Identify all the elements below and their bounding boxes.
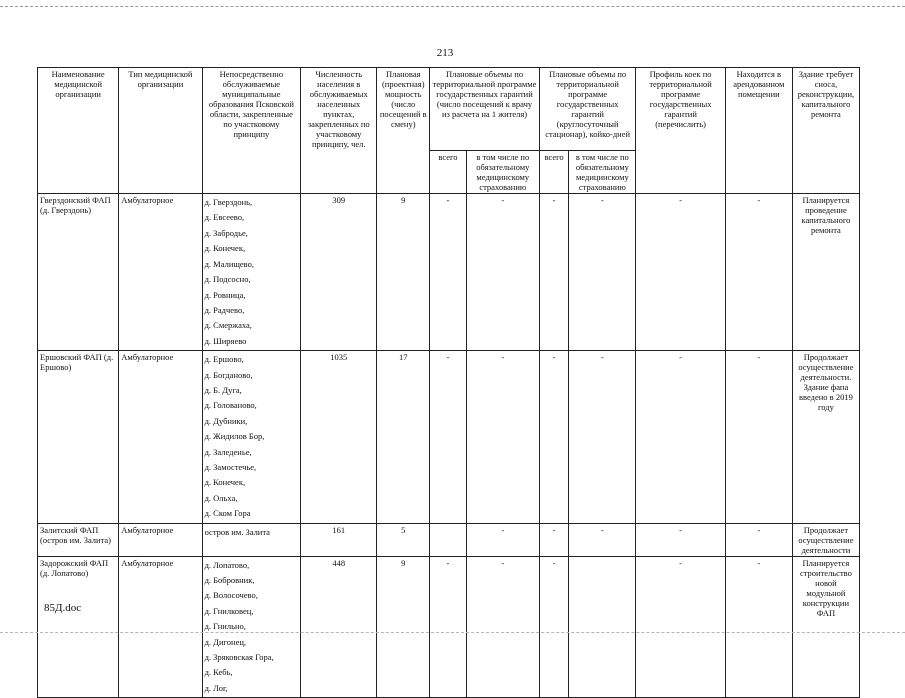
capacity-value: 9 xyxy=(377,556,430,698)
inpatient-total-value: - xyxy=(539,351,568,523)
location: д. Ском Гора xyxy=(204,508,251,519)
location: д. Волосочево, xyxy=(204,590,258,601)
location: д. Ольха, xyxy=(204,492,238,503)
header-population: Численность населения в обслуживаемых населенных пунктах, закрепленных по участковому принципу, чел. xyxy=(301,68,377,194)
location: д. Конечек, xyxy=(204,243,246,254)
bed-profile-value: - xyxy=(636,556,725,698)
location: д. Голованово, xyxy=(204,400,257,411)
location-list xyxy=(202,351,301,523)
file-name-footer: 85Д.doc xyxy=(44,602,82,614)
location-list xyxy=(202,194,301,351)
inpatient-oms-value: - xyxy=(569,523,636,556)
header-inpatient-volumes: Плановые объемы по территориальной программе государственных гарантий (круглосуточный стационар), койко-дней xyxy=(539,68,636,151)
page-number: 213 xyxy=(436,47,454,59)
location: д. Б. Дуга, xyxy=(204,384,242,395)
visits-oms-value: - xyxy=(466,194,539,351)
population-value: 1035 xyxy=(301,351,377,523)
header-capacity: Плановая (проектная) мощность (число посещений в смену) xyxy=(377,68,430,194)
population-value: 161 xyxy=(301,523,377,556)
bed-profile-value: - xyxy=(636,523,725,556)
subheader-visits-oms: в том числе по обязательному медицинскому страхованию xyxy=(466,151,539,194)
location-list xyxy=(202,556,301,698)
location: д. Лог, xyxy=(204,682,228,693)
location: д. Евсеево, xyxy=(204,212,245,223)
population-value: 309 xyxy=(301,194,377,351)
visits-oms-value: - xyxy=(466,523,539,556)
table-row xyxy=(38,523,860,556)
org-name: Задорожский ФАП (д. Лопатово) xyxy=(38,556,119,698)
visits-total-value: - xyxy=(430,194,467,351)
visits-oms-value: - xyxy=(466,556,539,698)
org-type: Амбулаторное xyxy=(119,351,202,523)
facilities-table xyxy=(37,67,860,698)
header-bed-profile: Профиль коек по территориальной программе государственных гарантий (перечислить) xyxy=(636,68,725,194)
header-visit-volumes: Плановые объемы по территориальной программе государственных гарантий (число посещений к врачу из расчета на 1 жителя) xyxy=(430,68,540,151)
population-value: 448 xyxy=(301,556,377,698)
building-status-value: Продолжает осуществление деятельности. Здание фапа введено в 2019 году xyxy=(792,351,859,523)
rented-value: - xyxy=(725,351,792,523)
visits-total-value: - xyxy=(430,556,467,698)
subheader-visits-total: всего xyxy=(430,151,467,194)
org-type: Амбулаторное xyxy=(119,194,202,351)
location: д. Зряковская Гора, xyxy=(204,652,274,663)
header-organization-type: Тип медицинской организации xyxy=(119,68,202,194)
inpatient-total-value: - xyxy=(539,523,568,556)
location: д. Кебь, xyxy=(204,667,233,678)
org-name: Ершовский ФАП (д. Ершово) xyxy=(38,351,119,523)
building-status-value: Планируется проведение капитального ремонта xyxy=(792,194,859,351)
location: остров им. Залита xyxy=(204,526,270,537)
location: д. Смержаха, xyxy=(204,320,252,331)
location: д. Подсосно, xyxy=(204,274,251,285)
header-organization-name: Наименование медицинской организации xyxy=(38,68,119,194)
inpatient-oms-value: - xyxy=(569,194,636,351)
location: д. Замостечье, xyxy=(204,461,257,472)
location: д. Ершово, xyxy=(204,354,244,365)
location: д. Гнильно, xyxy=(204,621,246,632)
visits-total-value: - xyxy=(430,351,467,523)
location: д. Дубники, xyxy=(204,415,248,426)
rented-value: - xyxy=(725,556,792,698)
scan-edge-bottom xyxy=(0,632,905,633)
location: д. Дигонец, xyxy=(204,636,247,647)
rented-value: - xyxy=(725,194,792,351)
location: д. Конечек, xyxy=(204,477,246,488)
location: д. Богданово, xyxy=(204,369,253,380)
inpatient-total-value: - xyxy=(539,556,568,698)
location: д. Забродье, xyxy=(204,227,248,238)
location: д. Малищево, xyxy=(204,258,255,269)
location: д. Радчево, xyxy=(204,304,245,315)
rented-value: - xyxy=(725,523,792,556)
bed-profile-value: - xyxy=(636,194,725,351)
table-row xyxy=(38,351,860,523)
location-list xyxy=(202,523,301,556)
inpatient-oms-value xyxy=(569,556,636,698)
location: д. Ширяево xyxy=(204,335,247,346)
capacity-value: 9 xyxy=(377,194,430,351)
bed-profile-value: - xyxy=(636,351,725,523)
org-name: Залитский ФАП (остров им. Залита) xyxy=(38,523,119,556)
location: д. Гверздонь, xyxy=(204,197,253,208)
org-name: Гверздонский ФАП (д. Гверздонь) xyxy=(38,194,119,351)
capacity-value: 17 xyxy=(377,351,430,523)
org-type: Амбулаторное xyxy=(119,523,202,556)
header-row xyxy=(38,68,860,151)
inpatient-total-value: - xyxy=(539,194,568,351)
header-served-municipalities: Непосредственно обслуживаемые муниципальные образования Псковской области, закрепленные по участковому принципу xyxy=(202,68,301,194)
building-status-value: Планируется строительство новой модульной конструкции ФАП xyxy=(792,556,859,698)
location: д. Лопатово, xyxy=(204,559,250,570)
building-status-value: Продолжает осуществление деятельности xyxy=(792,523,859,556)
location: д. Ровница, xyxy=(204,289,246,300)
location: д. Жидилов Бор, xyxy=(204,431,265,442)
header-rented: Находится в арендованном помещении xyxy=(725,68,792,194)
inpatient-oms-value: - xyxy=(569,351,636,523)
visits-total-value xyxy=(430,523,467,556)
table-row xyxy=(38,194,860,351)
location: д. Гнилковец, xyxy=(204,605,254,616)
scan-edge-top xyxy=(0,6,905,7)
table-row xyxy=(38,556,860,698)
subheader-inpatient-oms: в том числе по обязательному медицинскому страхованию xyxy=(569,151,636,194)
location: д. Бобровник, xyxy=(204,575,255,586)
header-building-status: Здание требует сноса, реконструкции, капитального ремонта xyxy=(792,68,859,194)
subheader-inpatient-total: всего xyxy=(539,151,568,194)
capacity-value: 5 xyxy=(377,523,430,556)
visits-oms-value: - xyxy=(466,351,539,523)
org-type: Амбулаторное xyxy=(119,556,202,698)
location: д. Заледенье, xyxy=(204,446,252,457)
